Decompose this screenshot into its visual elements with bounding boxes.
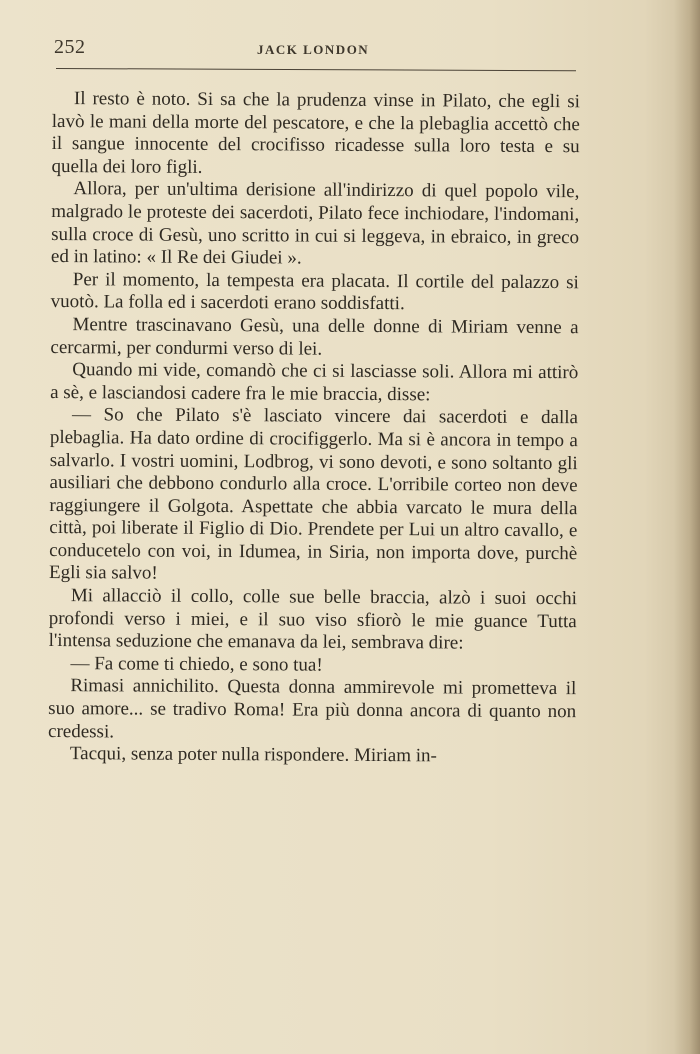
paragraph: Il resto è noto. Si sa che la prudenza vinse in Pilato, che egli si lavò le mani della morte del pescatore, e che la plebaglia accettò che il sangue innocente del crocifisso ricadesse sulla loro testa e su quella dei loro figli. — [51, 88, 580, 178]
page-header — [52, 36, 580, 66]
paragraph: Mentre trascinavano Gesù, una delle donne di Miriam venne a cercarmi, per condurmi verso di lei. — [50, 314, 579, 360]
body-text — [48, 88, 580, 769]
page-edge-shadow — [674, 0, 700, 1054]
page-number: 252 — [54, 36, 86, 58]
paragraph: — So che Pilato s'è lasciato vincere dai sacerdoti e dalla plebaglia. Ha dato ordine di crocifiggerlo. Ma si è ancora in tempo a salvarlo. I vostri uomini, Lodbrog, vi sono devoti, e sono soltanto gli ausiliari che debbono condurlo alla croce. L'orribile corteo non deve raggiungere il Golgota. Aspettate che abbia varcato le mura della città, poi liberate il Figlio di Dio. Prendete per Lui un altro cavallo, e conducetelo con voi, in Idumea, in Siria, non importa dove, purchè Egli sia salvo! — [48, 404, 579, 585]
running-head: JACK LONDON — [257, 42, 370, 57]
paragraph: Quando mi vide, comandò che ci si lasciasse soli. Allora mi attirò a sè, e lasciandosi cadere fra le mie braccia, disse: — [50, 359, 579, 406]
paragraph: Rimasi annichilito. Questa donna ammirevole mi prometteva il suo amore... se tradivo Roma! Era più donna ancora di quanto non credessi. — [48, 675, 577, 743]
paragraph: Tacqui, senza poter nulla rispondere. Miriam in- — [69, 743, 437, 767]
paragraph: Per il momento, la tempesta era placata. Il cortile del palazzo si vuotò. La folla ed i sacerdoti erano soddisfatti. — [50, 268, 579, 315]
paragraph: Allora, per un'ultima derisione all'indirizzo di quel popolo vile, malgrado le proteste dei sacerdoti, Pilato fece inchiodare, l'indomani, sulla croce di Gesù, uno scritto in cui si leggeva, in ebraico, in greco ed in latino: « Il Re dei Giudei ». — [50, 178, 580, 269]
paragraph: Mi allacciò il collo, colle sue belle braccia, alzò i suoi occhi profondi verso i miei, e il suo viso sfiorò le mie guance Tutta l'intensa seduzione che emanava da lei, sembrava dire: — [48, 585, 577, 654]
header-rule — [56, 68, 576, 71]
paragraph: — Fa come ti chiedo, e sono tua! — [70, 652, 323, 676]
